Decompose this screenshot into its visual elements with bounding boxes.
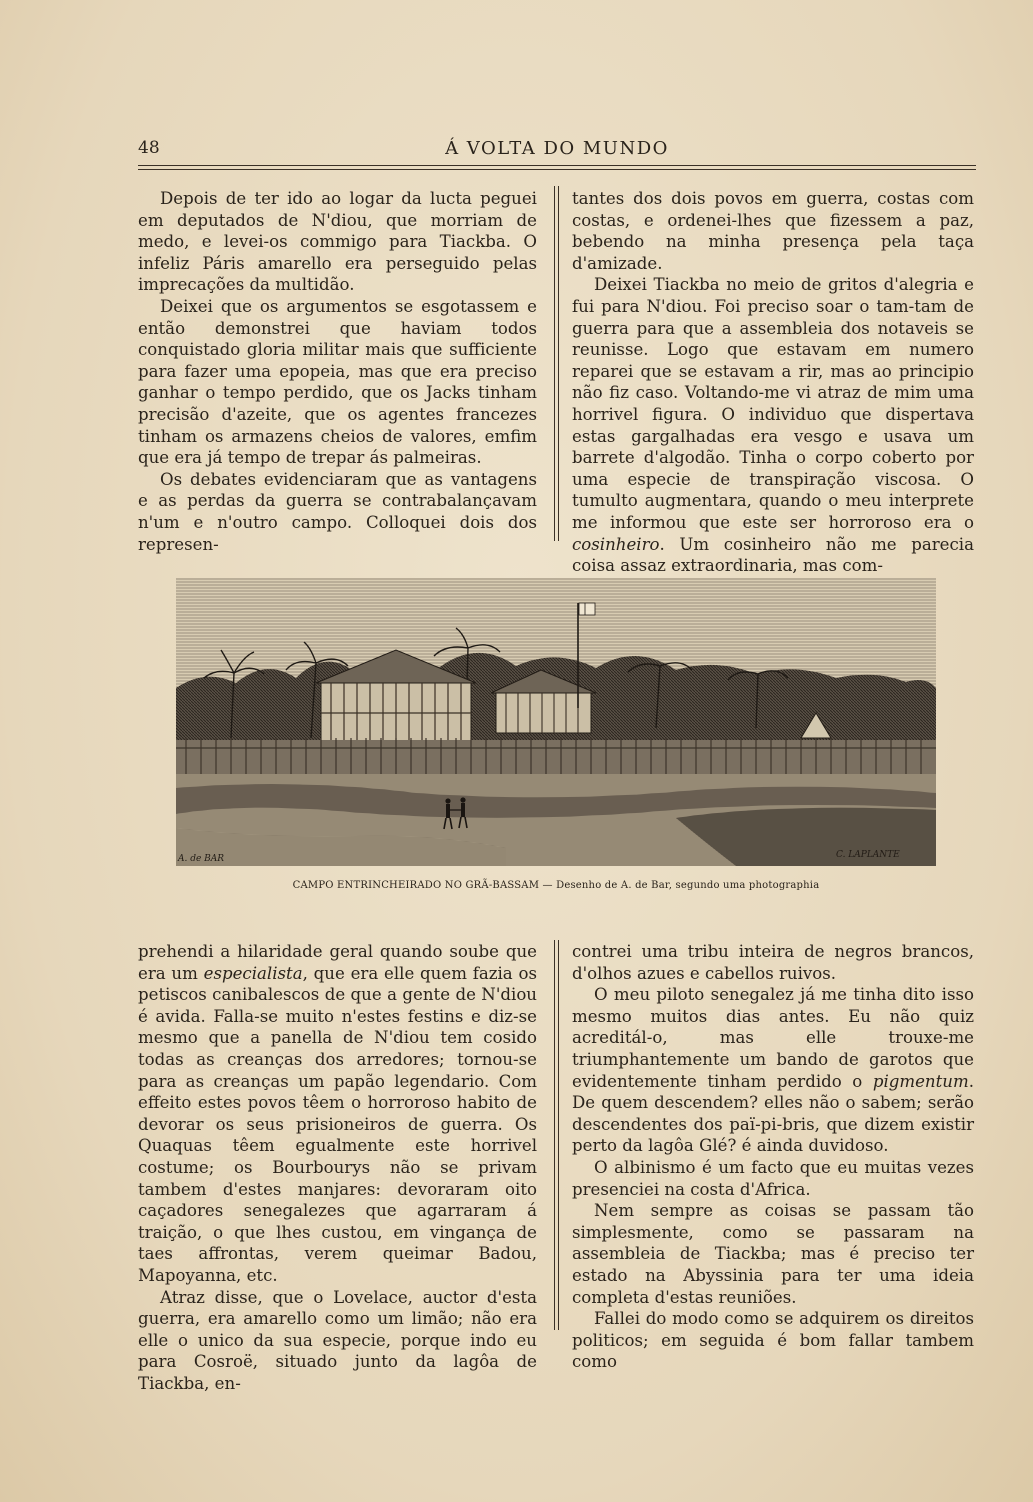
- engraving-image: [176, 578, 936, 866]
- running-title: Á VOLTA DO MUNDO: [445, 138, 669, 159]
- paragraph: Depois de ter ido ao logar da lucta peguei em deputados de N'diou, que morriam de medo, e levei-os commigo para Tiackba. O infeliz Páris amarello era perseguido pelas imprecações da multidão.: [138, 189, 537, 295]
- paragraph: O albinismo é um facto que eu muitas vezes presenciei na costa d'Africa.: [572, 1157, 974, 1199]
- paragraph: Nem sempre as coisas se passam tão simplesmente, como se passaram na assembleia de Tiackba; mas é preciso ter estado na Abyssinia para ter uma ideia completa d'estas reuniões.: [572, 1201, 974, 1307]
- text-run: O meu piloto senegalez já me tinha dito isso mesmo muitos dias antes. Eu não quiz acreditál-o, mas elle trouxe-me triumphantemente um bando de garotos que evidentemente tinham perdido o: [572, 985, 974, 1091]
- emphasis: pigmentum: [872, 1071, 969, 1091]
- text-run: , que era elle quem fazia os petiscos canibalescos de que a gente de N'diou é avida. Falla-se muito n'estes festins e diz-se mesmo que a panella de N'diou tem cosido todas as creanças dos arredores; tornou-se para as creanças um papão legendario. Com effeito estes povos têem o horroroso habito de devorar os seus prisioneiros de guerra. Os Quaquas têem egualmente este horrivel costume; os Bourbourys não se privam tambem d'estes manjares: devoraram oito caçadores senegalezes que agarraram á traição, o que lhes custou, em vingança de taes affrontas, verem queimar Badou, Mapoyanna, etc.: [138, 963, 537, 1285]
- paragraph: [138, 941, 537, 1287]
- text-run: prehendi a hilaridade geral quando soube que era um: [138, 942, 537, 983]
- paragraph: [572, 274, 974, 576]
- emphasis: especialista: [203, 963, 303, 983]
- caption-credit: — Desenho de A. de Bar, segundo uma photographia: [539, 880, 820, 891]
- paragraph: [572, 984, 974, 1157]
- column-separator: [554, 186, 559, 541]
- header-rule: [138, 165, 976, 170]
- engraving-illustration: [176, 578, 936, 866]
- running-header: [138, 138, 976, 164]
- text-run: Deixei Tiackba no meio de gritos d'alegria e fui para N'diou. Foi preciso soar o tam-tam de guerra para que a assembleia dos notaveis se reunisse. Logo que estavam em numero reparei que se estavam a rir, mas ao principio não fiz caso. Voltando-me vi atraz de mim uma horrivel figura. O individuo que dispertava estas gargalhadas era vesgo e usava um barrete d'algodão. Tinha o corpo coberto por uma especie de transpiração viscosa. O tumulto augmentara, quando o meu interprete me informou que este ser horroroso era o: [572, 275, 974, 532]
- engraver-signature: C. LAPLANTE: [836, 850, 900, 860]
- page-number: 48: [138, 138, 160, 158]
- column-bottom-left: [138, 941, 537, 1394]
- column-top-left: [138, 188, 537, 555]
- column-separator: [554, 940, 559, 1330]
- figure-caption: [176, 880, 936, 891]
- paragraph: Os debates evidenciaram que as vantagens e as perdas da guerra se contrabalançavam n'um e n'outro campo. Colloquei dois dos represen-: [138, 469, 537, 554]
- paragraph: Fallei do modo como se adquirem os direitos politicos; em seguida é bom fallar tambem como: [572, 1309, 974, 1372]
- emphasis: cosinheiro: [572, 534, 660, 554]
- paragraph: tantes dos dois povos em guerra, costas com costas, e ordenei-lhes que fizessem a paz, bebendo na minha presença pela taça d'amizade.: [572, 189, 974, 273]
- caption-title: CAMPO ENTRINCHEIRADO NO GRÃ-BASSAM: [292, 880, 540, 891]
- artist-signature: A. de BAR: [178, 854, 225, 864]
- paragraph: Deixei que os argumentos se esgotassem e então demonstrei que haviam todos conquistado gloria militar mais que sufficiente para fazer uma epopeia, mas que era preciso ganhar o tempo perdido, que os Jacks tinham precisão d'azeite, que os agentes francezes tinham os armazens cheios de valores, emfim que era já tempo de trepar ás palmeiras.: [138, 296, 537, 468]
- text-run: . De quem descendem? elles não o sabem; serão descendentes dos paï-pi-bris, que dizem existir perto da lagôa Glé? é ainda duvidoso.: [572, 1071, 974, 1156]
- text-run: . Um cosinheiro não me parecia coisa assaz extraordinaria, mas com-: [572, 534, 974, 576]
- paragraph: contrei uma tribu inteira de negros brancos, d'olhos azues e cabellos ruivos.: [572, 942, 974, 983]
- column-top-right: [572, 188, 974, 577]
- column-bottom-right: [572, 941, 974, 1373]
- paragraph: Atraz disse, que o Lovelace, auctor d'esta guerra, era amarello como um limão; não era elle o unico da sua especie, porque indo eu para Cosroë, situado junto da lagôa de Tiackba, en-: [138, 1287, 537, 1393]
